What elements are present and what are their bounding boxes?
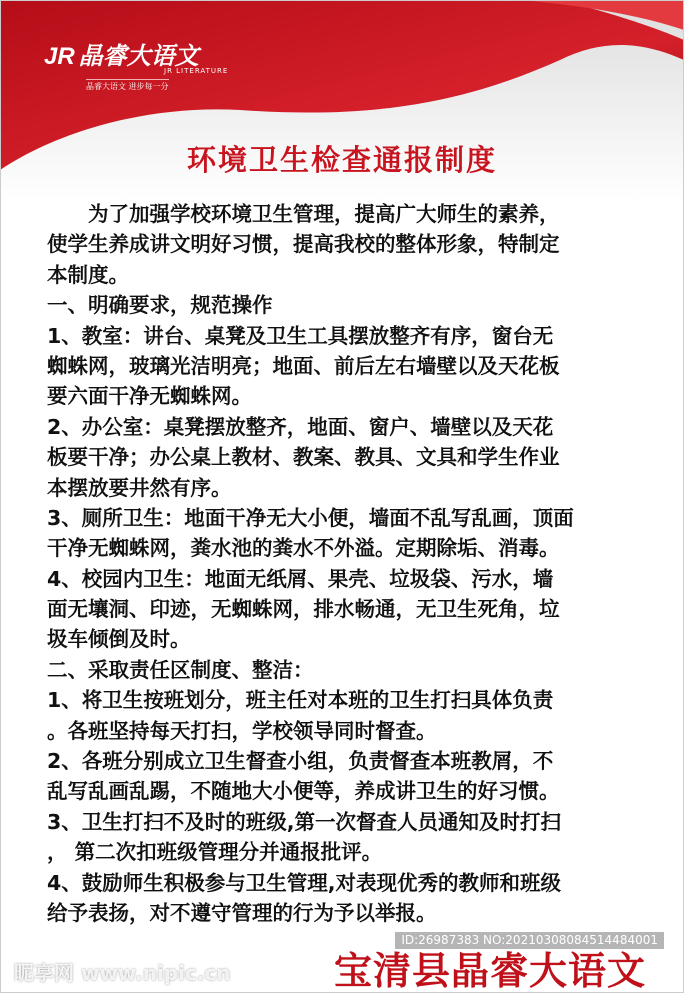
text-line: 本摆放要井然有序。 bbox=[47, 475, 232, 500]
body-text bbox=[47, 199, 657, 928]
image-id-label: ID:26987383 NO:20210308084514484001 bbox=[395, 932, 664, 949]
text-line: 面无壤洞、印迹，无蜘蛛网，排水畅通，无卫生死角，垃 bbox=[47, 597, 560, 622]
text-line: 要六面干净无蜘蛛网。 bbox=[47, 384, 252, 409]
text-line: 。各班坚持每天打扫，学校领导同时督查。 bbox=[47, 718, 437, 743]
logo-mark: JR bbox=[44, 43, 75, 70]
logo-wordmark bbox=[44, 36, 199, 70]
footer-org-name: 宝清县晶睿大语文 bbox=[333, 949, 646, 993]
text-line: 本制度。 bbox=[47, 262, 129, 287]
text-line: 2、办公室：桌凳摆放整齐，地面、窗户、墙壁以及天花 bbox=[47, 414, 554, 439]
text-line: ， 第二次扣班级管理分并通报批评。 bbox=[47, 840, 383, 865]
text-line: 使学生养成讲文明好习惯，提高我校的整体形象，特制定 bbox=[47, 232, 560, 257]
watermark: 昵享网 www.nipic.cn bbox=[14, 961, 231, 985]
text-line: 4、校园内卫生：地面无纸屑、果壳、垃圾袋、污水，墙 bbox=[47, 566, 554, 591]
text-line: 二、采取责任区制度、整洁： bbox=[47, 657, 314, 682]
text-line: 蜘蛛网，玻璃光洁明亮；地面、前后左右墙壁以及天花板 bbox=[47, 353, 560, 378]
text-line: 圾车倾倒及时。 bbox=[47, 627, 191, 652]
text-line: 给予表扬，对不遵守管理的行为予以举报。 bbox=[47, 900, 437, 925]
page-title: 环境卫生检查通报制度 bbox=[186, 143, 497, 177]
text-line: 1、将卫生按班划分，班主任对本班的卫生打扫具体负责 bbox=[47, 688, 554, 713]
text-line: 1、教室：讲台、桌凳及卫生工具摆放整齐有序，窗台无 bbox=[47, 323, 554, 348]
text-line: 2、各班分别成立卫生督查小组，负责督查本班教屑，不 bbox=[47, 749, 554, 774]
text-line: 为了加强学校环境卫生管理，提高广大师生的素养， bbox=[47, 202, 560, 226]
text-line: 乱写乱画乱踢，不随地大小便等，养成讲卫生的好习惯。 bbox=[47, 779, 560, 804]
text-line: 板要干净；办公桌上教材、教案、教具、文具和学生作业 bbox=[47, 445, 560, 470]
logo-slogan: 晶睿大语文 进步每一分 bbox=[86, 79, 169, 92]
brand-logo bbox=[44, 36, 244, 96]
text-line: 干净无蜘蛛网，粪水池的粪水不外溢。定期除垢、消毒。 bbox=[47, 536, 560, 561]
text-line: 3、厕所卫生：地面干净无大小便，墙面不乱写乱画，顶面 bbox=[47, 505, 574, 530]
text-line: 3、卫生打扫不及时的班级,第一次督查人员通知及时打扫 bbox=[47, 809, 562, 834]
text-line: 4、鼓励师生积极参与卫生管理,对表现优秀的教师和班级 bbox=[47, 870, 562, 895]
logo-name: 晶睿大语文 bbox=[78, 42, 199, 70]
text-line: 一、明确要求，规范操作 bbox=[47, 293, 273, 318]
logo-english: JR LITERATURE bbox=[164, 67, 229, 75]
